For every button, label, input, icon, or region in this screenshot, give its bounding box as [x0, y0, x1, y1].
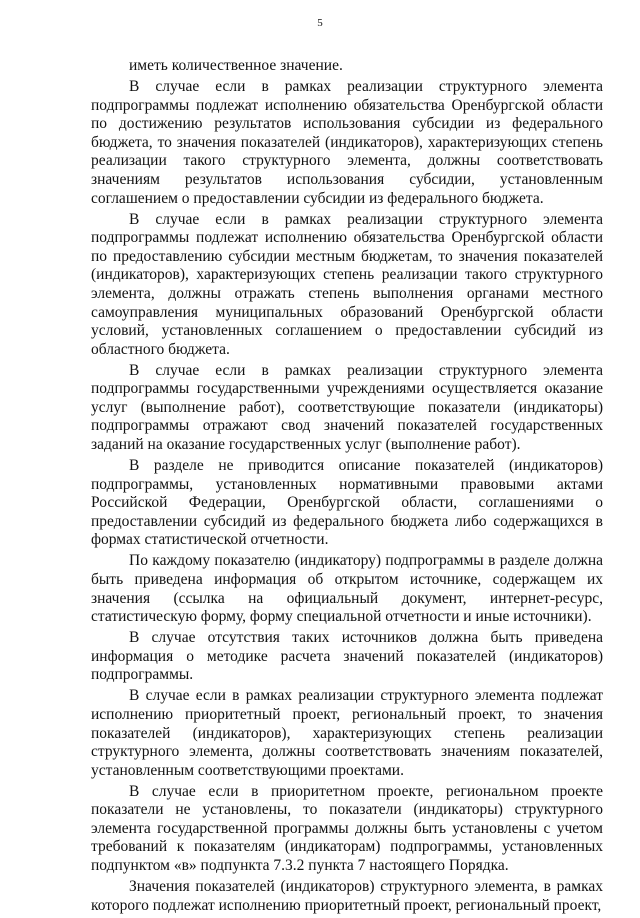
paragraph-priority-project: В случае если в рамках реализации структурного элемента подлежат исполнению приоритетный проект, региональный проект, то значения показателей (индикаторов), характеризующих степень реализации структурного элемента, должны соответствовать значениям показателей, установленным соответствующими проектами.	[91, 687, 603, 779]
paragraph-state-institutions: В случае если в рамках реализации структурного элемента подпрограммы государственными учреждениями осуществляется оказание услуг (выполнение работ), соответствующие показатели (индикаторы) подпрограммы отражают свод значений показателей государственных заданий на оказание государственных услуг (выполнение работ).	[91, 361, 603, 454]
paragraph-local-budgets: В случае если в рамках реализации структурного элемента подпрограммы подлежат исполнению обязательства Оренбургской области по предоставлению субсидии местным бюджетам, то значения показателей (индикаторов), характеризующих степень реализации такого структурного элемента, должны отражать степень выполнения органами местного самоуправления муниципальных образований Оренбургской области условий, установленных соглашением о предоставлении субсидий из областного бюджета.	[91, 210, 603, 358]
paragraph-not-described: В разделе не приводится описание показателей (индикаторов) подпрограммы, установленных нормативными правовыми актами Российской Федерации, Оренбургской области, соглашениями о предоставлении субсидий из федерального бюджета либо содержащихся в формах статистической отчетности.	[91, 457, 603, 549]
paragraph-open-source: По каждому показателю (индикатору) подпрограммы в разделе должна быть приведена информация об открытом источнике, содержащем их значения (ссылка на официальный документ, интернет-ресурс, статистическую форму, форму специальной отчетности и иные источники).	[91, 552, 603, 626]
paragraph-continuation: иметь количественное значение.	[129, 57, 343, 74]
paragraph-no-sources: В случае отсутствия таких источников должна быть приведена информация о методике расчета значений показателей (индикаторов) подпрограммы.	[91, 629, 603, 684]
paragraph-federal-subsidy: В случае если в рамках реализации структурного элемента подпрограммы подлежат исполнению обязательства Оренбургской области по достижению результатов использования субсидии из федерального бюджета, то значения показателей (индикаторов), характеризующих степень реализации такого структурного элемента, должны соответствовать значениям результатов использования субсидии, установленным соглашением о предоставлении субсидии из федерального бюджета.	[91, 77, 603, 207]
paragraph-no-indicators: В случае если в приоритетном проекте, региональном проекте показатели не установлены, то показатели (индикаторы) структурного элемента государственной программы должны быть установлены с учетом требований к показателям (индикаторам) подпрограммы, установленных подпунктом «в» подпункта 7.3.2 пункта 7 настоящего Порядка.	[91, 782, 603, 875]
document-body	[91, 57, 603, 918]
page-number: 5	[317, 17, 323, 29]
paragraph-indicator-values: Значения показателей (индикаторов) структурного элемента, в рамках которого подлежат исполнению приоритетный проект, региональный проект,	[91, 878, 603, 914]
